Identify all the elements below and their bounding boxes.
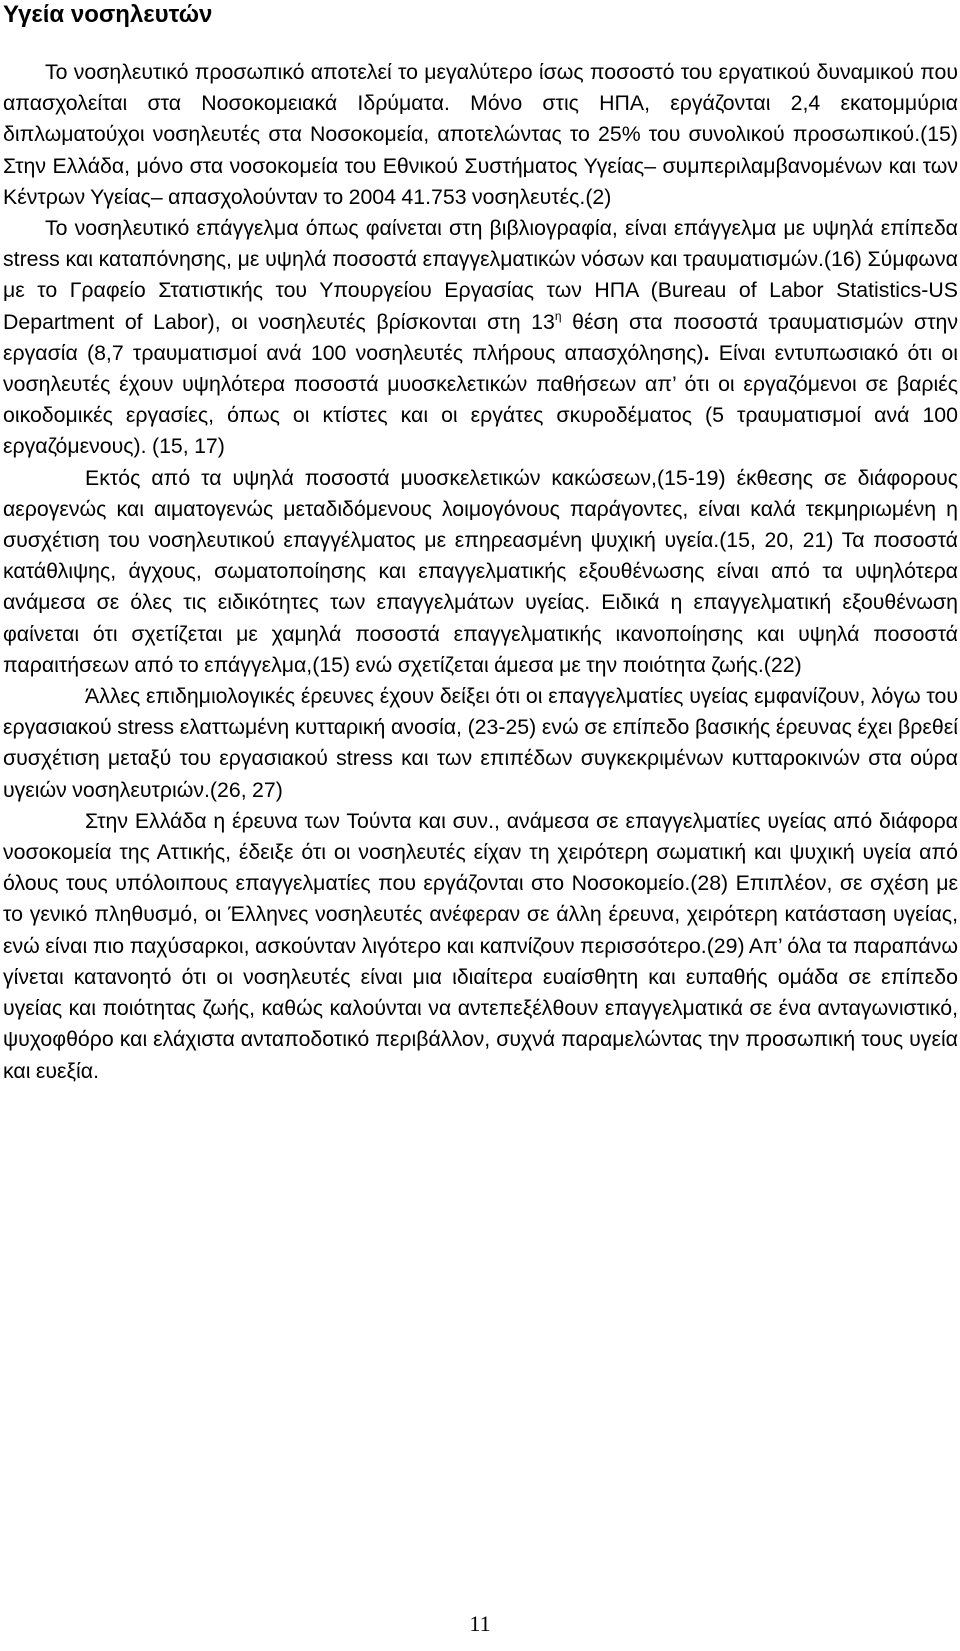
paragraph-1: Το νοσηλευτικό προσωπικό αποτελεί το μεγαλύτερο ίσως ποσοστό του εργατικού δυναμικού που απασχολείται στα Νοσοκομειακά Ιδρύματα. Μόνο στις ΗΠΑ, εργάζονται 2,4 εκατομμύρια διπλωματούχοι νοσηλευτές στα Νοσοκομεία, αποτελώντας το 25% του συνολικού προσωπικού.(15) Στην Ελλάδα, μόνο στα νοσοκομεία του Εθνικού Συστήματος Υγείας– συμπεριλαμβανομένων και των Κέντρων Υγείας– απασχολούνταν το 2004 41.753 νοσηλευτές.(2): [3, 60, 958, 209]
paragraph-3: Εκτός από τα υψηλά ποσοστά μυοσκελετικών κακώσεων,(15-19) έκθεσης σε διάφορους αερογενώς και αιματογενώς μεταδιδόμενους λοιμογόνους παράγοντες, είναι καλά τεκμηριωμένη η συσχέτιση του νοσηλευτικού επαγγέλματος με επηρεασμένη ψυχική υγεία.(15, 20, 21) Τα ποσοστά κατάθλιψης, άγχους, σωματοποίησης και επαγγελματικής εξουθένωσης είναι από τα υψηλότερα ανάμεσα σε όλες τις ειδικότητες των επαγγελμάτων υγείας. Ειδικά η επαγγελματική εξουθένωση φαίνεται ότι σχετίζεται με χαμηλά ποσοστά επαγγελματικής ικανοποίησης και υψηλά ποσοστά παραιτήσεων από το επάγγελμα,(15) ενώ σχετίζεται άμεσα με την ποιότητα ζωής.(22): [3, 465, 958, 677]
paragraph-2-part-a: Το νοσηλευτικό επάγγελμα όπως φαίνεται στη βιβλιογραφία, είναι επάγγελμα με υψηλά επίπεδα stress και καταπόνησης, με υψηλά ποσοστά επαγγελματικών νόσων και τραυματισμών.(16) Σύμφωνα με το Γραφείο Στατιστικής του Υπουργείου Εργασίας των ΗΠΑ (Bureau of Labor Statistics-US Department of Labor), οι νοσηλευτές βρίσκονται στη 13: [3, 216, 958, 334]
body-text: [3, 57, 958, 1087]
paragraph-2-part-b: θέση στα ποσοστά τραυματισμών στην εργασία (8,7 τραυματισμοί ανά 100 νοσηλευτές πλήρους απασχόλησης): [3, 309, 958, 365]
page-number: 11: [469, 1611, 491, 1636]
paragraph-2-part-c: Είναι εντυπωσιακό ότι οι νοσηλευτές έχουν υψηλότερα ποσοστά μυοσκελετικών παθήσεων απ’ ότι οι εργαζόμενοι σε βαριές οικοδομικές εργασίες, όπως οι κτίστες και οι εργάτες σκυροδέματος (5 τραυματισμοί ανά 100 εργαζόμενους). (15, 17): [3, 340, 958, 459]
ordinal-superscript: η: [554, 308, 562, 323]
section-title: Υγεία νοσηλευτών: [3, 1, 213, 28]
paragraph-4: Άλλες επιδημιολογικές έρευνες έχουν δείξει ότι οι επαγγελματίες υγείας εμφανίζουν, λόγω του εργασιακού stress ελαττωμένη κυτταρική ανοσία, (23-25) ενώ σε επίπεδο βασικής έρευνας έχει βρεθεί συσχέτιση μεταξύ του εργασιακού stress και των επιπέδων συγκεκριμένων κυτταροκινών στα ούρα υγειών νοσηλευτριών.(26, 27): [3, 684, 958, 802]
bold-period: .: [703, 340, 710, 365]
paragraph-2: [3, 213, 958, 463]
paragraph-5: Στην Ελλάδα η έρευνα των Τούντα και συν., ανάμεσα σε επαγγελματίες υγείας από διάφορα νοσοκομεία της Αττικής, έδειξε ότι οι νοσηλευτές είχαν τη χειρότερη σωματική και ψυχική υγεία από όλους τους υπόλοιπους επαγγελματίες που εργάζονται στο Νοσοκομείο.(28) Επιπλέον, σε σχέση με το γενικό πληθυσμό, οι Έλληνες νοσηλευτές ανέφεραν σε άλλη έρευνα, χειρότερη κατάσταση υγείας, ενώ είναι πιο παχύσαρκοι, ασκούνταν λιγότερο και καπνίζουν περισσότερο.(29) Απ’ όλα τα παραπάνω γίνεται κατανοητό ότι οι νοσηλευτές είναι μια ιδιαίτερα ευαίσθητη και ευπαθής ομάδα σε επίπεδο υγείας και ποιότητας ζωής, καθώς καλούνται να αντεπεξέλθουν επαγγελματικά σε ένα ανταγωνιστικό, ψυχοφθόρο και ελάχιστα ανταποδοτικό περιβάλλον, συχνά παραμελώντας την προσωπική τους υγεία και ευεξία.: [3, 808, 958, 1083]
